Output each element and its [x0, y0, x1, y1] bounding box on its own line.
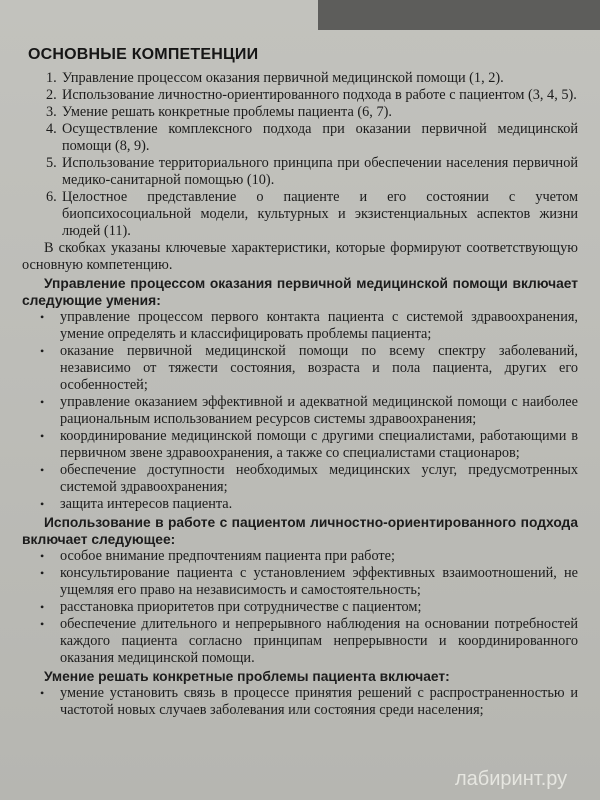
item-text: управление процессом первого контакта пациента с системой здравоохранения, умение определять и классифицировать проблемы пациента;: [60, 309, 578, 342]
item-number: 5.: [46, 155, 57, 171]
item-text: Целостное представление о пациенте и его состоянии с учетом биопсихосоциальной модели, культурных и экзистенциальных аспектов жизни людей (11).: [62, 189, 578, 239]
item-text: обеспечение длительного и непрерывного наблюдения на основании потребностей каждого пациента согласно принципам непрерывности и координированного оказания медицинской помощи.: [60, 616, 578, 666]
skills-list: [22, 309, 578, 513]
bullet-icon: •: [40, 395, 45, 409]
item-text: Умение решать конкретные проблемы пациента (6, 7).: [62, 104, 392, 120]
list-item: [22, 565, 578, 599]
competence-item: [22, 189, 578, 240]
competence-item: [22, 104, 578, 121]
list-item: [22, 616, 578, 667]
section-title: ОСНОВНЫЕ КОМПЕТЕНЦИИ: [28, 46, 259, 63]
competence-item: [22, 155, 578, 189]
heading-text: Использование в работе с пациентом личностно-ориентированного подхода включает следующее: [22, 515, 578, 547]
bullet-icon: •: [40, 429, 45, 443]
list-item: [22, 548, 578, 565]
item-text: управление оказанием эффективной и адекватной медицинской помощи с наиболее рациональным использованием ресурсов системы здравоохранения;: [60, 394, 578, 427]
list-item: [22, 309, 578, 343]
heading-colon: :: [445, 669, 450, 684]
running-head-band: [318, 0, 600, 30]
watermark: лабиринт.ру: [455, 768, 568, 790]
item-text: координирование медицинской помощи с другими специалистами, работающими в первичном звене здравоохранения, а также со специалистами стационаров;: [60, 428, 578, 461]
item-text: обеспечение доступности необходимых медицинских услуг, предусмотренных системой здравоохранения;: [60, 462, 578, 495]
heading-text: Умение решать конкретные проблемы пациента включает: [44, 669, 446, 684]
item-number: 2.: [46, 87, 57, 103]
list-item: [22, 599, 578, 616]
item-number: 6.: [46, 189, 57, 205]
bullet-icon: •: [40, 463, 45, 477]
item-text: Использование личностно-ориентированного подхода в работе с пациентом (3, 4, 5).: [62, 87, 577, 103]
bullet-icon: •: [40, 344, 45, 358]
item-text: особое внимание предпочтениям пациента при работе;: [60, 548, 395, 564]
heading-colon: :: [156, 293, 161, 308]
note-paragraph: В скобках указаны ключевые характеристики, которые формируют соответствующую основную компетенцию.: [22, 240, 578, 273]
bullet-icon: •: [40, 549, 45, 563]
skills-list: [22, 685, 578, 719]
section-heading: [22, 668, 578, 685]
item-text: защита интересов пациента.: [60, 496, 233, 512]
section-heading: [22, 514, 578, 548]
competence-item: [22, 87, 578, 104]
heading-text: Управление процессом оказания первичной медицинской помощи включает следующие умения: [22, 276, 578, 308]
bullet-icon: •: [40, 686, 45, 700]
list-item: [22, 428, 578, 462]
item-text: Управление процессом оказания первичной медицинской помощи (1, 2).: [62, 70, 504, 86]
competence-item: [22, 121, 578, 155]
heading-colon: :: [170, 532, 176, 547]
item-text: Осуществление комплексного подхода при оказании первичной медицинской помощи (8, 9).: [62, 121, 578, 154]
bullet-icon: •: [40, 310, 45, 324]
list-item: [22, 462, 578, 496]
list-item: [22, 685, 578, 719]
competences-list: [22, 70, 578, 240]
competence-item: [22, 70, 578, 87]
list-item: [22, 394, 578, 428]
bullet-icon: •: [40, 497, 45, 511]
section-heading: [22, 275, 578, 309]
item-text: Использование территориального принципа при обеспечении населения первичной медико-санитарной помощью (10).: [62, 155, 578, 188]
list-item: [22, 343, 578, 394]
bullet-icon: •: [40, 600, 45, 614]
item-text: оказание первичной медицинской помощи по всему спектру заболеваний, независимо от тяжести состояния, возраста и пола пациента, других его особенностей;: [60, 343, 578, 393]
item-number: 4.: [46, 121, 57, 137]
item-text: умение установить связь в процессе принятия решений с распространенностью и частотой новых случаев заболевания или состояния среди населения;: [60, 685, 578, 718]
item-number: 3.: [46, 104, 57, 120]
item-text: расстановка приоритетов при сотрудничестве с пациентом;: [60, 599, 422, 615]
item-number: 1.: [46, 70, 57, 86]
item-text: консультирование пациента с установлением эффективных взаимоотношений, не ущемляя его право на независимость и самостоятельность;: [60, 565, 578, 598]
bullet-icon: •: [40, 617, 45, 631]
page-body: [22, 70, 578, 719]
list-item: [22, 496, 578, 513]
skills-list: [22, 548, 578, 667]
bullet-icon: •: [40, 566, 45, 580]
